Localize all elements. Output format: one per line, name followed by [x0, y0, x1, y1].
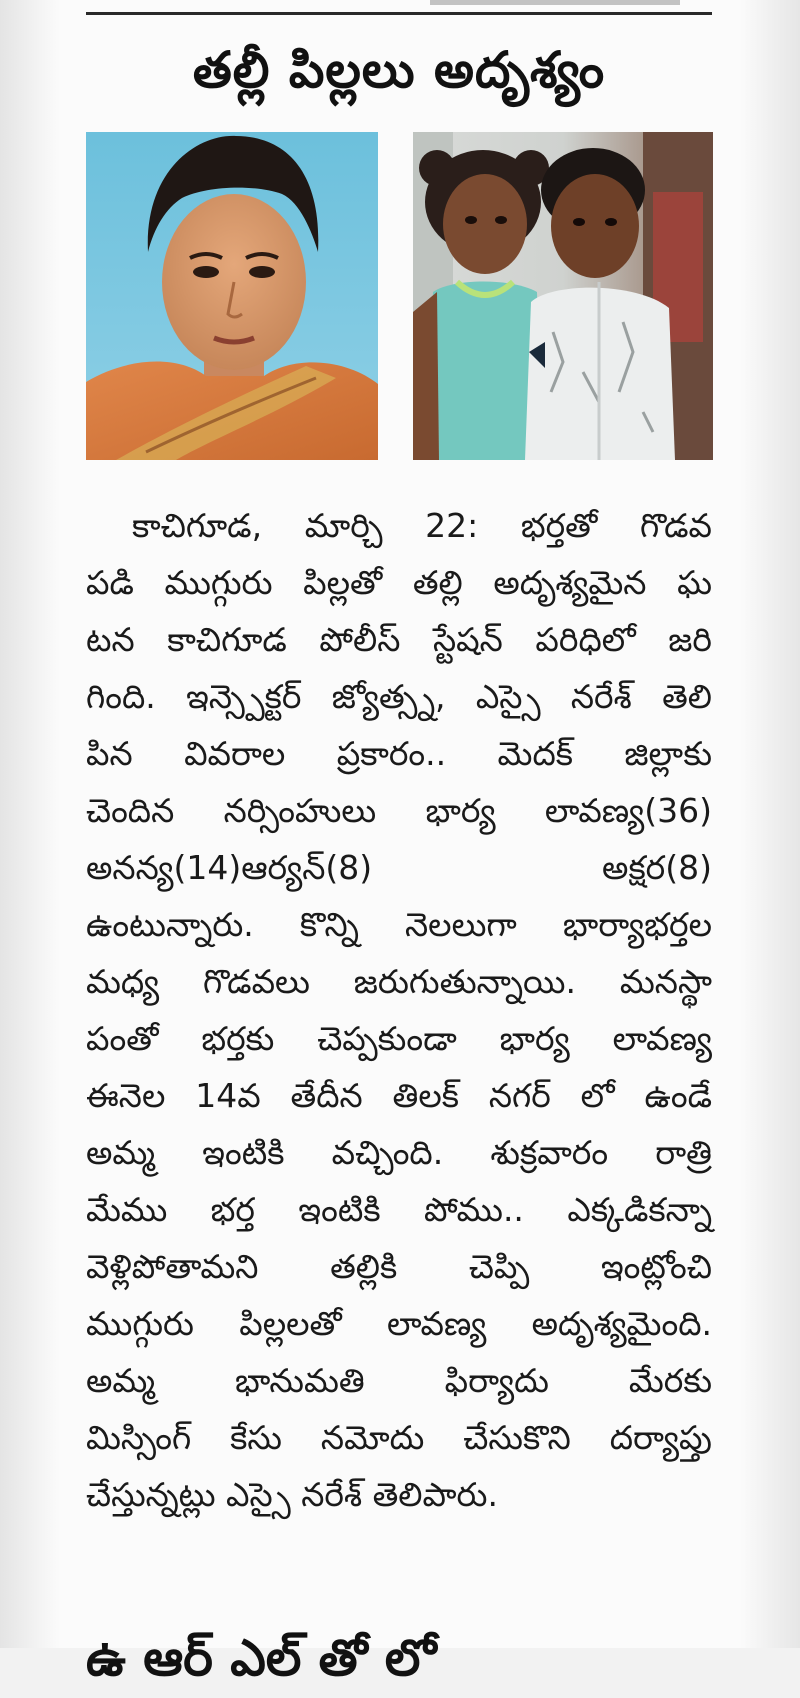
- article-line: అమ్మ భానుమతి ఫిర్యాదు మేరకు: [86, 1361, 712, 1400]
- article-line: ఈనెల 14వ తేదీన తిలక్ నగర్ లో ఉండే: [86, 1076, 712, 1115]
- photo-of-children: [413, 132, 713, 460]
- article-line: ఉంటున్నారు. కొన్ని నెలలుగా భార్యాభర్తల: [86, 905, 712, 944]
- article-line: పంతో భర్తకు చెప్పకుండా భార్య లావణ్య: [86, 1019, 712, 1058]
- article-line: కాచిగూడ, మార్చి 22: భర్తతో గొడవ: [132, 506, 712, 545]
- article-line: వెళ్లిపోతామని తల్లికి చెప్పి ఇంట్లోంచి: [86, 1247, 712, 1286]
- article-line: అనన్య(14)ఆర్యన్(8) అక్షర(8): [86, 848, 712, 887]
- article-line: టన కాచిగూడ పోలీస్ స్టేషన్ పరిధిలో జరి: [86, 620, 712, 659]
- article-line: చేస్తున్నట్లు ఎస్సై నరేశ్ తెలిపారు.: [86, 1475, 498, 1514]
- article-headline: తల్లీ పిల్లలు అదృశ్యం: [192, 41, 606, 99]
- article-line: అమ్మ ఇంటికి వచ్చింది. శుక్రవారం రాత్రి: [86, 1133, 712, 1172]
- article-line: మేము భర్త ఇంటికి పోము.. ఎక్కడికన్నా: [86, 1190, 712, 1229]
- children-portrait: [413, 132, 713, 460]
- article-body: [86, 497, 712, 1523]
- next-article-headline: ఉ ఆర్ ఎల్ తో లో: [86, 1629, 437, 1687]
- photo-of-mother: [86, 132, 378, 460]
- article-line: గింది. ఇన్స్పెక్టర్ జ్యోత్స్న, ఎస్సై నరేశ్ తెలి: [86, 677, 712, 716]
- previous-article-edge: [430, 0, 680, 5]
- top-rule: [86, 12, 712, 15]
- article-line: చెందిన నర్సింహులు భార్య లావణ్య(36): [86, 791, 712, 830]
- article-line: పిన వివరాల ప్రకారం.. మెదక్ జిల్లాకు: [86, 734, 712, 773]
- article-line: పడి ముగ్గురు పిల్లతో తల్లి అదృశ్యమైన ఘ: [86, 563, 712, 602]
- article-line: ముగ్గురు పిల్లలతో లావణ్య అదృశ్యమైంది.: [86, 1304, 712, 1343]
- mother-portrait: [86, 132, 378, 460]
- article-line: మధ్య గొడవలు జరుగుతున్నాయి. మనస్థా: [86, 962, 712, 1001]
- article-line: మిస్సింగ్ కేసు నమోదు చేసుకొని దర్యాప్తు: [86, 1418, 712, 1457]
